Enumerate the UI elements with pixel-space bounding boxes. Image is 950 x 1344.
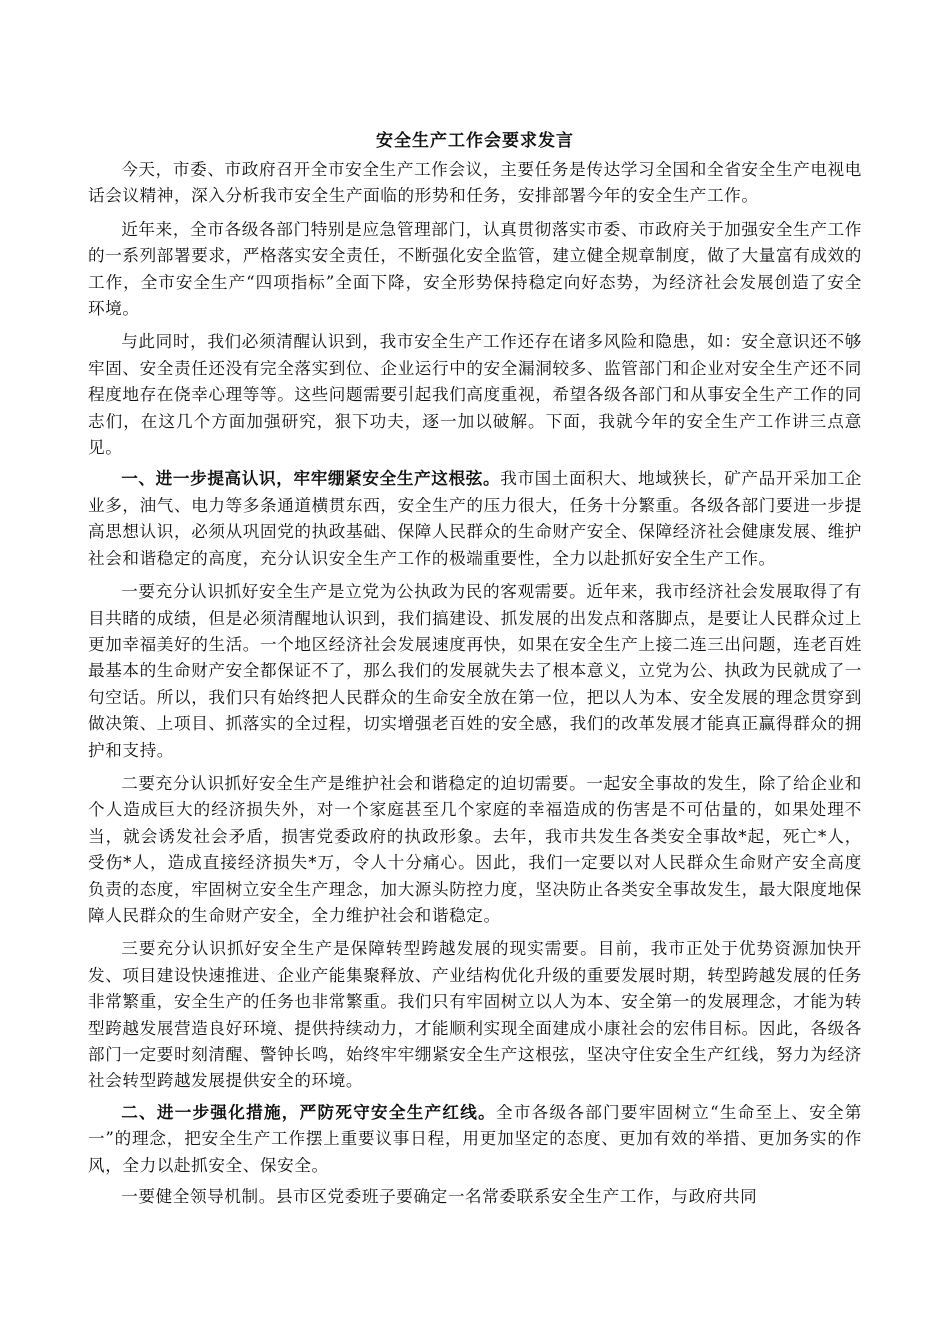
paragraph-2 (88, 216, 862, 323)
paragraph-3 (88, 328, 862, 461)
section-heading-1-paragraph (88, 465, 862, 572)
section-heading-1: 一、进一步提高认识，牢牢绷紧安全生产这根弦。 (121, 468, 501, 489)
paragraph-1 (88, 156, 862, 210)
paragraph-5 (88, 578, 862, 764)
paragraph-text: 我市国土面积大、地域狭长，矿产品开采加工企业多，油气、电力等多条通道横贯东西，安全生产的压力很大，任务十分繁重。各级各部门要进一步提高思想认识，必须从巩固党的执政基础、保障人民群众的生命财产安全、保障经济社会健康发展、维护社会和谐稳定的高度，充分认识安全生产工作的极端重要性，全力以赴抓好安全生产工作。 (88, 469, 862, 568)
paragraph-text: 一要充分认识抓好安全生产是立党为公执政为民的客观需要。近年来，我市经济社会发展取得了有目共睹的成绩，但是必须清醒地认识到，我们搞建设、抓发展的出发点和落脚点，是要让人民群众过上更加幸福美好的生活。一个地区经济社会发展速度再快，如果在安全生产上接二连三出问题，连老百姓最基本的生命财产安全都保证不了，那么我们的发展就失去了根本意义，立党为公、执政为民就成了一句空话。所以，我们只有始终把人民群众的生命安全放在第一位，把以人为本、安全发展的理念贯穿到做决策、上项目、抓落实的全过程，切实增强老百姓的安全感，我们的改革发展才能真正赢得群众的拥护和支持。 (88, 582, 862, 760)
paragraph-text: 全市各级各部门要牢固树立“生命至上、安全第一”的理念，把安全生产工作摆上重要议事日程，用更加坚定的态度、更加有效的举措、更加务实的作风，全力以赴抓安全、保安全。 (88, 1102, 862, 1175)
paragraph-text: 近年来，全市各级各部门特别是应急管理部门，认真贯彻落实市委、市政府关于加强安全生产工作的一系列部署要求，严格落实安全责任，不断强化安全监管，建立健全规章制度，做了大量富有成效的工作，全市安全生产“四项指标”全面下降，安全形势保持稳定向好态势，为经济社会发展创造了安全环境。 (88, 219, 862, 319)
paragraph-6 (88, 770, 862, 929)
document-page (88, 128, 862, 1216)
paragraph-text: 与此同时，我们必须清醒认识到，我市安全生产工作还存在诸多风险和隐患，如：安全意识还不够牢固、安全责任还没有完全落实到位、企业运行中的安全漏洞较多、监管部门和企业对安全生产还不同程度地存在侥幸心理等等。这些问题需要引起我们高度重视，希望各级各部门和从事安全生产工作的同志们，在这几个方面加强研究，狠下功夫，逐一加以破解。下面，我就今年的安全生产工作讲三点意见。 (88, 332, 862, 458)
section-heading-2: 二、进一步强化措施，严防死守安全生产红线。 (121, 1101, 496, 1122)
paragraph-7 (88, 935, 862, 1094)
document-title: 安全生产工作会要求发言 (376, 131, 574, 151)
paragraph-text: 今天，市委、市政府召开全市安全生产工作会议，主要任务是传达学习全国和全省安全生产电视电话会议精神，深入分析我市安全生产面临的形势和任务，安排部署今年的安全生产工作。 (88, 160, 862, 206)
paragraph-text: 三要充分认识抓好安全生产是保障转型跨越发展的现实需要。目前，我市正处于优势资源加快开发、项目建设快速推进、企业产能集聚释放、产业结构优化升级的重要发展时期，转型跨越发展的任务非常繁重，安全生产的任务也非常繁重。我们只有牢固树立以人为本、安全第一的发展理念，才能为转型跨越发展营造良好环境、提供持续动力，才能顺利实现全面建成小康社会的宏伟目标。因此，各级各部门一定要时刻清醒、警钟长鸣，始终牢牢绷紧安全生产这根弦，坚决守住安全生产红线，努力为经济社会转型跨越发展提供安全的环境。 (88, 939, 862, 1091)
section-heading-2-paragraph (88, 1099, 862, 1179)
paragraph-9 (88, 1183, 862, 1210)
paragraph-text: 一要健全领导机制。县市区党委班子要确定一名常委联系安全生产工作，与政府共同 (121, 1187, 758, 1207)
paragraph-text: 二要充分认识抓好安全生产是维护社会和谐稳定的迫切需要。一起安全事故的发生，除了给企业和个人造成巨大的经济损失外，对一个家庭甚至几个家庭的幸福造成的伤害是不可估量的，如果处理不当，就会诱发社会矛盾，损害党委政府的执政形象。去年，我市共发生各类安全事故*起，死亡*人，受伤*人，造成直接经济损失*万，令人十分痛心。因此，我们一定要以对人民群众生命财产安全高度负责的态度，牢固树立安全生产理念，加大源头防控力度，坚决防止各类安全事故发生，最大限度地保障人民群众的生命财产安全，全力维护社会和谐稳定。 (88, 773, 862, 925)
